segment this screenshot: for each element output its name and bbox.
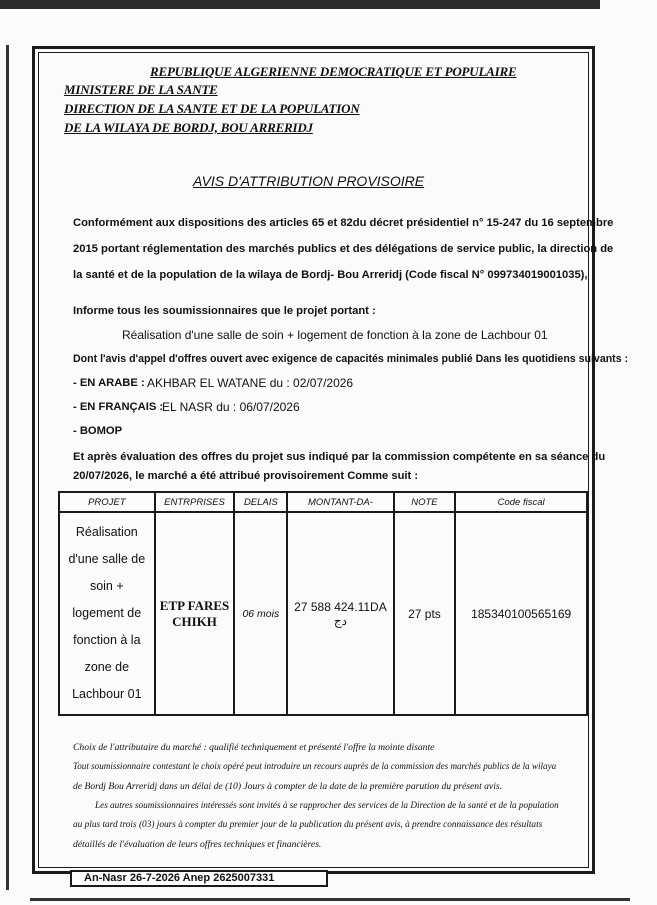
intro-line-3: la santé et de la population de la wilaya de Bordj- Bou Arreridj (Code fiscal N° 099734019001035), bbox=[73, 269, 588, 281]
footnote-recours-1: Tout soumissionnaire contestant le choix opéré peut introduire un recours auprès de la commission des marchés publics de la wilaya bbox=[73, 761, 557, 771]
col-code-fiscal: Code fiscal bbox=[455, 492, 587, 512]
appel-line: Dont l'avis d'appel d'offres ouvert avec exigence de capacités minimales publié Dans les quotidiens suivants : bbox=[73, 353, 629, 365]
francais-label: - EN FRANÇAIS : bbox=[73, 401, 164, 413]
cell-projet: Réalisation d'une salle de soin + logement de fonction à la zone de Lachbour 01 bbox=[59, 512, 155, 715]
footnote-choix: Choix de l'attributaire du marché : qualifié techniquement et présenté l'offre la mointe disante bbox=[73, 742, 435, 753]
publication-reference: An-Nasr 26-7-2026 Anep 2625007331 bbox=[70, 870, 328, 887]
notice-title: AVIS D'ATTRIBUTION PROVISOIRE bbox=[193, 173, 425, 189]
table-header-row bbox=[59, 492, 587, 512]
francais-value: EL NASR du : 06/07/2026 bbox=[162, 400, 300, 414]
col-entreprises: ENTRPRISES bbox=[155, 492, 235, 512]
bomop-line: - BOMOP bbox=[73, 425, 123, 437]
informe-line: Informe tous les soumissionnaires que le projet portant : bbox=[73, 305, 376, 317]
intro-line-2: 2015 portant réglementation des marchés publics et des délégations de service public, la direction de bbox=[73, 243, 614, 255]
cell-delais: 06 mois bbox=[234, 512, 287, 715]
arabe-label: - EN ARABE : bbox=[73, 377, 145, 389]
col-delais: DELAIS bbox=[234, 492, 287, 512]
header-ministry: MINISTERE DE LA SANTE bbox=[64, 82, 218, 97]
apres-line-2: 20/07/2026, le marché a été attribué provisoirement Comme suit : bbox=[73, 470, 419, 482]
footnote-autres-2: au plus tard trois (03) jours à compter du premier jour de la publication du présent avis, à prendre connaissance des résultats bbox=[73, 820, 543, 830]
col-projet: PROJET bbox=[59, 492, 155, 512]
page-top-rule bbox=[0, 0, 600, 9]
footnote-recours-2: de Bordj Bou Arreridj dans un délai de (10) Jours à compter de la date de la première parution du présent avis. bbox=[73, 781, 502, 792]
cell-code-fiscal: 185340100565169 bbox=[455, 512, 587, 715]
award-table bbox=[58, 491, 588, 716]
table-row bbox=[59, 512, 587, 715]
footnote-autres-1: Les autres soumissionnaires intéressés sont invités à se rapprocher des services de la Direction de la santé et de la population bbox=[95, 800, 559, 810]
adjacent-column-edge bbox=[0, 45, 9, 890]
cell-montant: 27 588 424.11DA دج bbox=[287, 512, 393, 715]
cell-entreprise: ETP FARES CHIKH bbox=[155, 512, 235, 715]
header-wilaya: DE LA WILAYA DE BORDJ, BOU ARRERIDJ bbox=[64, 120, 313, 135]
header-republic: REPUBLIQUE ALGERIENNE DEMOCRATIQUE ET POPULAIRE bbox=[150, 64, 517, 79]
col-note: NOTE bbox=[394, 492, 456, 512]
project-title: Réalisation d'une salle de soin + logement de fonction à la zone de Lachbour 01 bbox=[122, 328, 548, 342]
intro-line-1: Conformément aux dispositions des articles 65 et 82du décret présidentiel n° 15-247 du 16 septembre bbox=[73, 217, 614, 229]
header-direction: DIRECTION DE LA SANTE ET DE LA POPULATION bbox=[64, 101, 360, 116]
footnote-autres-3: détaillés de l'évaluation de leurs offres techniques et financières. bbox=[73, 839, 322, 850]
cell-note: 27 pts bbox=[394, 512, 456, 715]
arabe-value: AKHBAR EL WATANE du : 02/07/2026 bbox=[147, 376, 354, 390]
apres-line-1: Et après évaluation des offres du projet sus indiqué par la commission compétente en sa séance du bbox=[73, 451, 606, 463]
page-bottom-rule bbox=[30, 898, 630, 901]
col-montant: MONTANT-DA- bbox=[287, 492, 393, 512]
